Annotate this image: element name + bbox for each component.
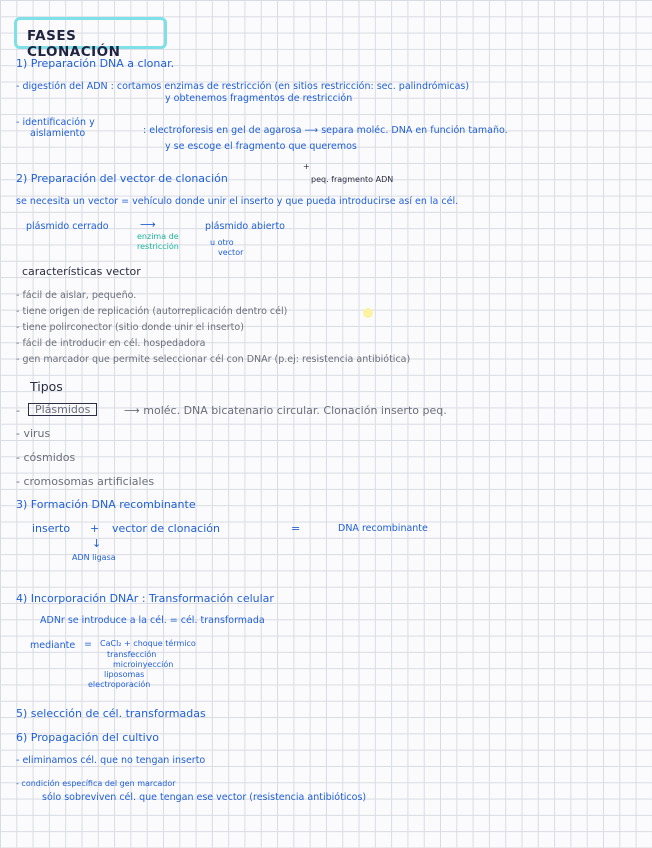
section-6-heading: 6) Propagación del cultivo [16,731,159,744]
title-box [14,17,167,60]
methods-equals: = [84,639,92,650]
types-heading: Tipos [30,379,63,394]
method-item: liposomas [104,670,145,679]
vector-note-1: u otro [210,238,234,247]
insert-label: inserto [32,522,71,535]
section-1-fragment-line: y se escoge el fragmento que queremos [165,141,357,152]
section-6-line-2: - condición específica del gen marcador [16,779,176,788]
section-2-side-note: peq. fragmento ADN [311,175,394,184]
plasmid-boxed-label: Plásmidos [28,403,97,416]
section-1-digestion-line-2: y obtenemos fragmentos de restricción [165,93,353,104]
section-4-heading: 4) Incorporación DNAr : Transformación celular [16,592,274,605]
method-item: microinyección [113,660,174,669]
section-6-line-3: sólo sobreviven cél. que tengan ese vector (resistencia antibióticos) [42,792,367,803]
enzyme-label-2: restricción [137,242,179,251]
method-item: CaCl₂ + choque térmico [100,639,196,648]
section-1-electrophoresis-line: : electroforesis en gel de agarosa ⟶ separa moléc. DNA en función tamaño. [143,125,508,136]
plus-sign: + [90,522,100,535]
section-4-line: ADNr se introduce a la cél. = cél. transformada [40,615,265,626]
equals-sign: = [291,522,301,535]
section-1-heading: 1) Preparación DNA a clonar. [16,57,175,70]
enzyme-label-1: enzima de [137,232,179,241]
highlight-dot [363,308,373,318]
plasmid-open-label: plásmido abierto [205,221,285,232]
section-2-heading: 2) Preparación del vector de clonación [16,172,228,185]
section-2-plus: + [303,162,310,171]
feature-item: - fácil de aislar, pequeño. [16,290,137,301]
types-dash: - [16,404,20,417]
plasmid-description: ⟶ moléc. DNA bicatenario circular. Clonación inserto peq. [124,404,447,417]
section-6-line-1: - eliminamos cél. que no tengan inserto [16,755,206,766]
plasmid-arrow: ⟶ [140,218,156,231]
plasmid-closed-label: plásmido cerrado [26,221,109,232]
ligase-label: ADN ligasa [72,553,116,562]
section-2-vector-line: se necesita un vector = vehículo donde unir el inserto y que pueda introducirse así en la cél. [16,196,459,207]
section-3-heading: 3) Formación DNA recombinante [16,498,196,511]
feature-item: - tiene origen de replicación (autorreplicación dentro cél) [16,306,288,317]
method-item: transfección [107,650,157,659]
type-item: - virus [16,427,51,440]
feature-item: - tiene polirconector (sitio donde unir el inserto) [16,322,244,333]
vector-label: vector de clonación [112,522,220,535]
vector-note-2: vector [218,248,244,257]
type-item: - cromosomas artificiales [16,475,155,488]
feature-item: - gen marcador que permite seleccionar cél con DNAr (p.ej: resistencia antibiótica) [16,354,411,365]
section-1-digestion-line: - digestión del ADN : cortamos enzimas de restricción (en sitios restricción: sec. palindrómicas) [16,81,470,92]
type-item: - cósmidos [16,451,76,464]
section-5-heading: 5) selección de cél. transformadas [16,707,206,720]
method-item: electroporación [88,680,151,689]
page-title: FASES CLONACIÓN [27,28,121,60]
method-label: mediante [30,640,76,651]
section-1-isolation-label: aislamiento [30,128,86,139]
section-1-identification-label: - identificación y [16,117,95,128]
recombinant-label: DNA recombinante [338,523,428,534]
down-arrow: ↓ [92,537,102,550]
features-heading: características vector [22,265,141,278]
feature-item: - fácil de introducir en cél. hospedadora [16,338,206,349]
